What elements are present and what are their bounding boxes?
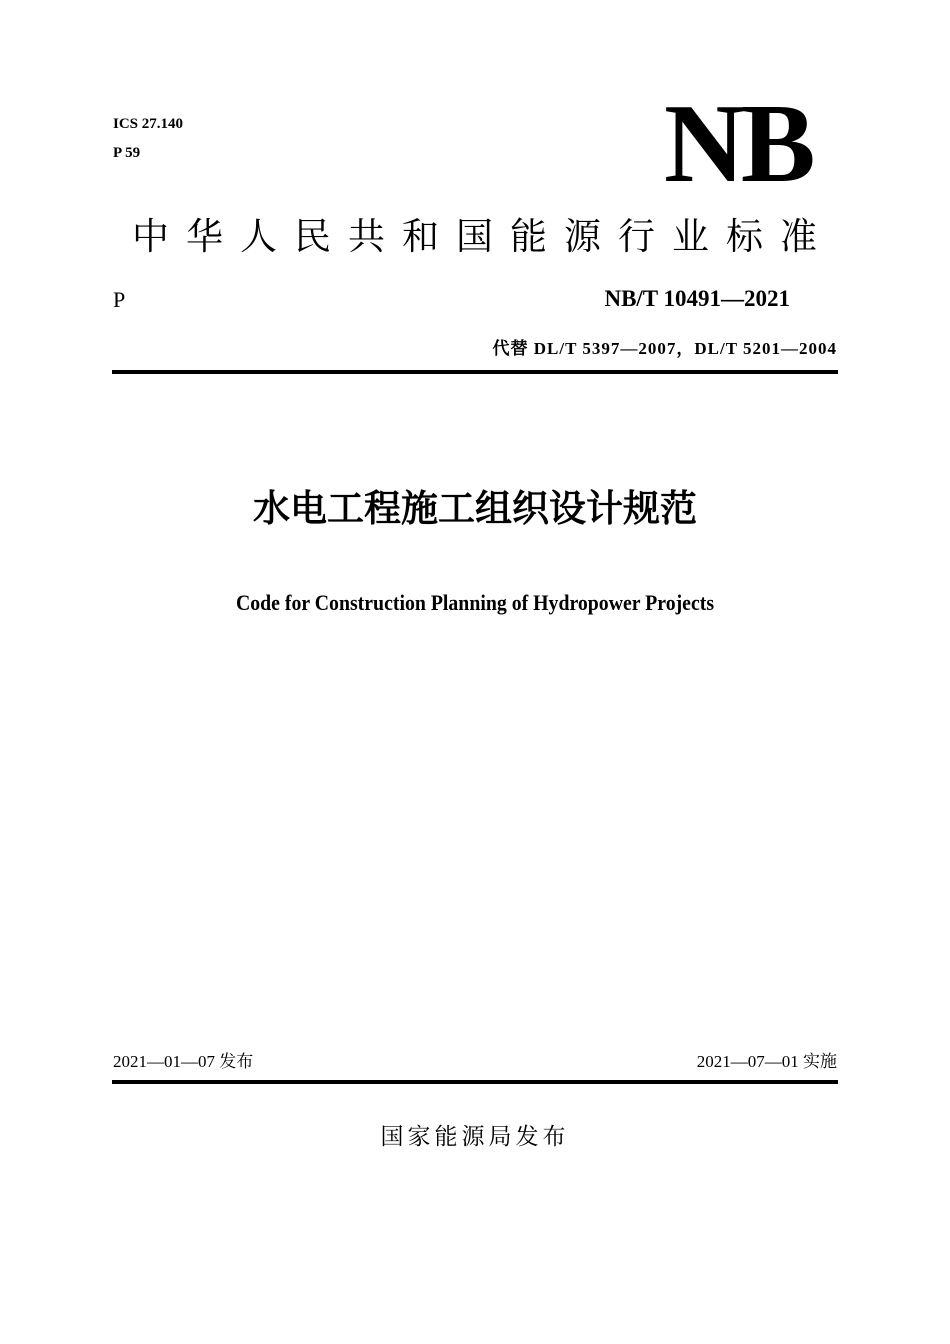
replaces-note: 代替 DL/T 5397—2007，DL/T 5201—2004 bbox=[492, 339, 837, 358]
ics-code: ICS 27.140 bbox=[113, 116, 184, 132]
implementation-date: 2021—07—01 实施 bbox=[696, 1052, 837, 1071]
standard-number: NB/T 10491—2021 bbox=[604, 286, 790, 311]
ccs-code: P 59 bbox=[113, 145, 141, 161]
standard-category-heading: 中华人民共和国能源行业标准 bbox=[132, 215, 834, 258]
publisher: 国家能源局发布 bbox=[380, 1124, 570, 1150]
bottom-divider bbox=[112, 1080, 838, 1084]
classification-code: P bbox=[113, 287, 126, 312]
document-title-chinese: 水电工程施工组织设计规范 bbox=[253, 487, 697, 530]
nb-logo: NB bbox=[664, 82, 812, 206]
top-divider bbox=[112, 370, 838, 374]
document-title-english: Code for Construction Planning of Hydropower Projects bbox=[235, 590, 715, 615]
issue-date: 2021—01—07 发布 bbox=[113, 1052, 254, 1071]
